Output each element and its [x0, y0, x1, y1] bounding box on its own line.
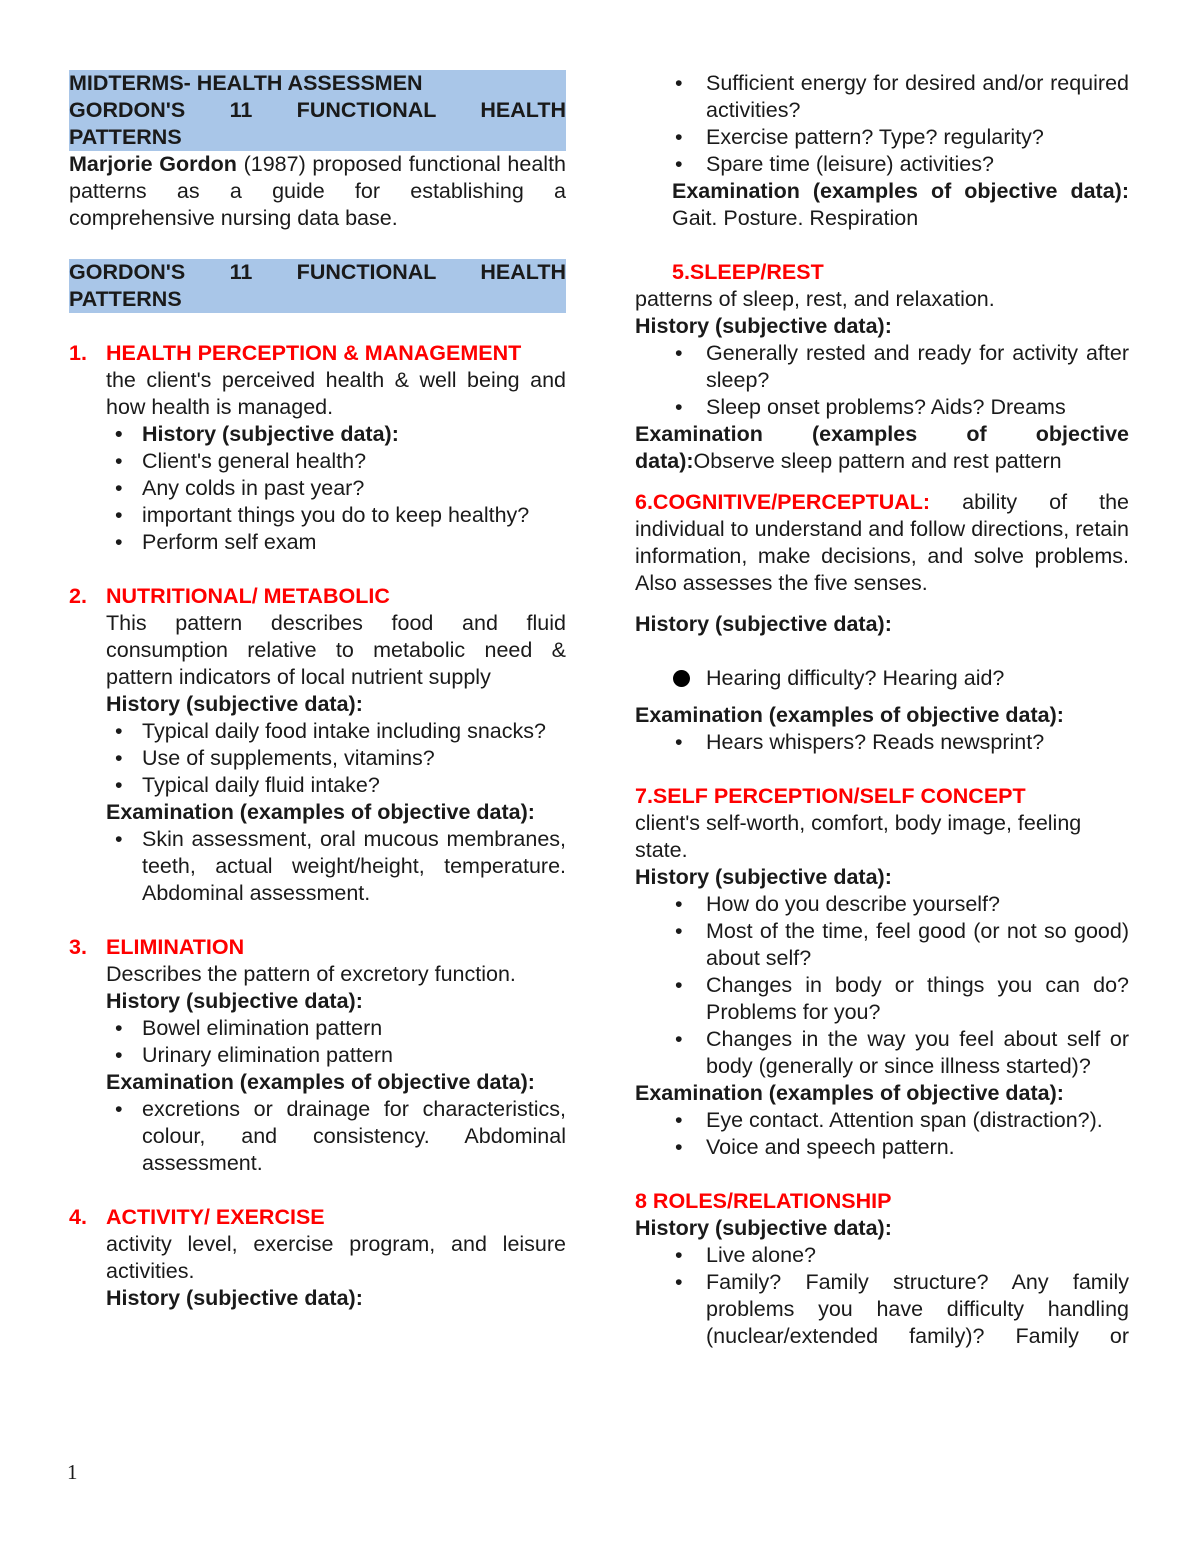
- pattern-3-exam-list: [106, 1096, 566, 1177]
- list-item: • Exercise pattern? Type? regularity?: [635, 124, 1129, 151]
- list-item: • Changes in body or things you can do? Problems for you?: [635, 972, 1129, 1026]
- pattern-4-desc: activity level, exercise program, and leisure activities.: [106, 1232, 566, 1283]
- pattern-6-exam-list: [635, 729, 1129, 756]
- right-column: [635, 70, 1129, 1350]
- pattern-1-title: HEALTH PERCEPTION & MANAGEMENT: [106, 341, 522, 365]
- pattern-5-exam-text: Observe sleep pattern and rest pattern: [693, 449, 1062, 473]
- pattern-3-desc: Describes the pattern of excretory function.: [106, 962, 516, 986]
- pattern-1-desc: the client's perceived health & well being and how health is managed.: [106, 368, 566, 419]
- pattern-4-heading: 4. ACTIVITY/ EXERCISE: [69, 1204, 566, 1231]
- bullet-dot-icon: [673, 670, 690, 687]
- intro-paragraph: [69, 151, 566, 232]
- pattern-8-history-list: [635, 1242, 1129, 1350]
- pattern-2-exam-list: [106, 826, 566, 907]
- list-item: • Changes in the way you feel about self or body (generally or since illness started)?: [635, 1026, 1129, 1080]
- pattern-2-title: NUTRITIONAL/ METABOLIC: [106, 584, 390, 608]
- list-item: • Family? Family structure? Any family problems you have difficulty handling (nuclear/extended family)? Family or: [635, 1269, 1129, 1350]
- list-item: • Sufficient energy for desired and/or required activities?: [635, 70, 1129, 124]
- pattern-6-history-label: History (subjective data):: [635, 612, 892, 636]
- pattern-5-history-list: [635, 340, 1129, 421]
- pattern-7-title: 7.SELF PERCEPTION/SELF CONCEPT: [635, 784, 1026, 808]
- list-item: • Perform self exam: [106, 529, 566, 556]
- pattern-3-heading: 3. ELIMINATION: [69, 934, 566, 961]
- left-column: [69, 70, 566, 1312]
- pattern-2-desc: This pattern describes food and fluid consumption relative to metabolic need & pattern indicators of local nutrient supply: [106, 611, 566, 689]
- list-item: • Spare time (leisure) activities?: [635, 151, 1129, 178]
- pattern-5-desc: patterns of sleep, rest, and relaxation.: [635, 287, 995, 311]
- list-item: • Use of supplements, vitamins?: [106, 745, 566, 772]
- doc-title: MIDTERMS- HEALTH ASSESSMEN: [69, 71, 423, 95]
- pattern-7-exam-label: Examination (examples of objective data):: [635, 1081, 1064, 1105]
- pattern-6-intro: [635, 489, 1129, 597]
- list-item: • Typical daily food intake including snacks?: [106, 718, 566, 745]
- list-item: • Bowel elimination pattern: [106, 1015, 566, 1042]
- pattern-8-title: 8 ROLES/RELATIONSHIP: [635, 1189, 892, 1213]
- list-item: • Most of the time, feel good (or not so good) about self?: [635, 918, 1129, 972]
- pattern-7-history-label: History (subjective data):: [635, 865, 892, 889]
- pattern-1-heading: 1. HEALTH PERCEPTION & MANAGEMENT: [69, 340, 566, 367]
- list-item: • Generally rested and ready for activity after sleep?: [635, 340, 1129, 394]
- doc-title-banner: [69, 70, 566, 151]
- pattern-5-exam: [635, 421, 1129, 475]
- section-heading: GORDON'S 11 FUNCTIONAL HEALTH PATTERNS: [69, 260, 566, 311]
- pattern-5-history-label: History (subjective data):: [635, 314, 892, 338]
- pattern-1-history-label: • History (subjective data):: [106, 421, 566, 448]
- pattern-5-exam-label: Examination (examples of objective data):: [635, 422, 1129, 473]
- pattern-7-exam-list: [635, 1107, 1129, 1161]
- pattern-4-exam: [635, 178, 1129, 232]
- pattern-6-desc: ability of the individual to understand and follow directions, retain information, make decisions, and solve problems. Also assesses the five senses.: [635, 490, 1129, 595]
- list-item: • Eye contact. Attention span (distraction?).: [635, 1107, 1129, 1134]
- pattern-8-history-label: History (subjective data):: [635, 1216, 892, 1240]
- pattern-4-title: ACTIVITY/ EXERCISE: [106, 1205, 325, 1229]
- list-item: • Typical daily fluid intake?: [106, 772, 566, 799]
- list-item: Hearing difficulty? Hearing aid?: [706, 666, 1005, 690]
- pattern-2-history-list: [106, 718, 566, 799]
- list-item: • Urinary elimination pattern: [106, 1042, 566, 1069]
- list-item: • Voice and speech pattern.: [635, 1134, 1129, 1161]
- pattern-3-exam-label: Examination (examples of objective data):: [106, 1070, 535, 1094]
- pattern-5-title: 5.SLEEP/REST: [672, 260, 824, 284]
- doc-subtitle: GORDON'S 11 FUNCTIONAL HEALTH PATTERNS: [69, 98, 566, 149]
- list-item: • Sleep onset problems? Aids? Dreams: [635, 394, 1129, 421]
- pattern-4-history-list: [635, 70, 1129, 178]
- pattern-1-history-list: [106, 421, 566, 556]
- list-item: • important things you do to keep healthy?: [106, 502, 566, 529]
- pattern-2-exam-label: Examination (examples of objective data):: [106, 800, 535, 824]
- pattern-4-history-label: History (subjective data):: [106, 1286, 363, 1310]
- list-item: • Skin assessment, oral mucous membranes, teeth, actual weight/height, temperature. Abdominal assessment.: [106, 826, 566, 907]
- list-item: • Hears whispers? Reads newsprint?: [635, 729, 1129, 756]
- pattern-2-history-label: History (subjective data):: [106, 692, 363, 716]
- pattern-7-desc: client's self-worth, comfort, body image, feeling state.: [635, 811, 1082, 862]
- pattern-3-title: ELIMINATION: [106, 935, 245, 959]
- pattern-4-exam-text: Gait. Posture. Respiration: [672, 206, 919, 230]
- list-item: • How do you describe yourself?: [635, 891, 1129, 918]
- pattern-7-history-list: [635, 891, 1129, 1080]
- intro-author: Marjorie Gordon: [69, 152, 237, 176]
- pattern-4-exam-label: Examination (examples of objective data):: [672, 179, 1129, 203]
- intro-text: (1987) proposed functional health patterns as a guide for establishing a comprehensive nursing data base.: [69, 152, 567, 230]
- pattern-6-title: 6.COGNITIVE/PERCEPTUAL:: [635, 490, 931, 514]
- page-number: 1: [67, 1460, 78, 1484]
- pattern-3-history-label: History (subjective data):: [106, 989, 363, 1013]
- list-item: • Live alone?: [635, 1242, 1129, 1269]
- pattern-2-heading: 2. NUTRITIONAL/ METABOLIC: [69, 583, 566, 610]
- list-item: • Any colds in past year?: [106, 475, 566, 502]
- list-item: • excretions or drainage for characteristics, colour, and consistency. Abdominal assessment.: [106, 1096, 566, 1177]
- pattern-6-exam-label: Examination (examples of objective data):: [635, 703, 1064, 727]
- pattern-3-history-list: [106, 1015, 566, 1069]
- list-item: • Client's general health?: [106, 448, 566, 475]
- pattern-6-dot-item: [635, 665, 1129, 692]
